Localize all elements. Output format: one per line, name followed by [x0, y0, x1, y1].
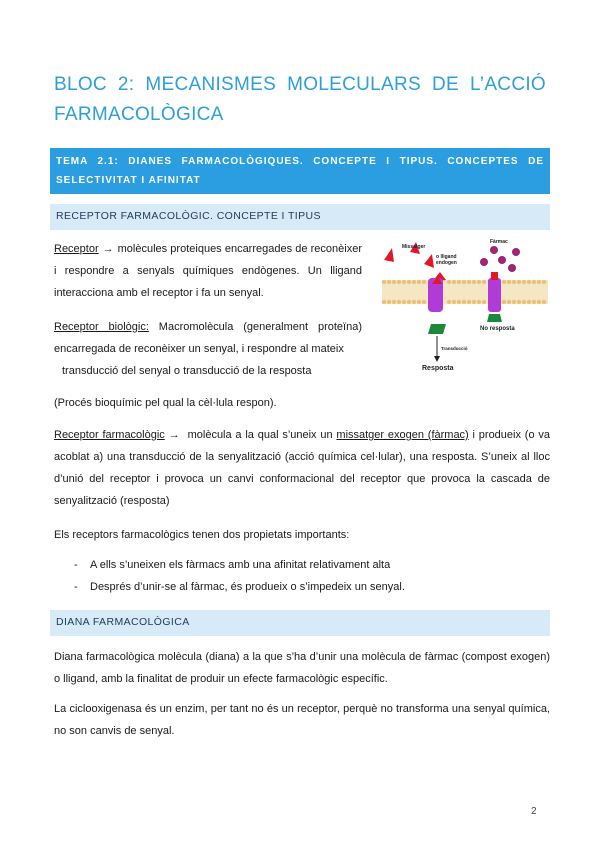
- effector-active: [428, 324, 446, 334]
- phospholipid-head: [542, 300, 546, 304]
- cell-membrane: [382, 280, 548, 304]
- phospholipid-head: [517, 300, 521, 304]
- bloc-title: BLOC 2: MECANISMES MOLECULARS DE L’ACCIÓ FARMACOLÒGICA: [54, 74, 546, 125]
- label-no-resposta: No resposta: [480, 326, 515, 332]
- phospholipid-head: [407, 300, 411, 304]
- phospholipid-head: [397, 300, 401, 304]
- biologic-term: Receptor biològic:: [54, 321, 149, 333]
- receptor-diagram: [380, 238, 550, 378]
- bullet-dash: -: [74, 559, 78, 571]
- phospholipid-head: [392, 300, 396, 304]
- pharmacological-term: Receptor farmacològic: [54, 429, 165, 441]
- list-item-text: Després d’unir-se al fàrmac, és produeix o s’impedeix un senyal.: [90, 581, 405, 593]
- phospholipid-head: [507, 300, 511, 304]
- phospholipid-head: [402, 280, 406, 284]
- drug-molecules: [480, 246, 520, 272]
- phospholipid-head: [527, 280, 531, 284]
- label-lligand-2: endogen: [436, 260, 457, 266]
- phospholipid-head: [422, 300, 426, 304]
- section-title-receptor: RECEPTOR FARMACOLÒGIC. CONCEPTE I TIPUS: [56, 210, 321, 222]
- phospholipid-head: [407, 280, 411, 284]
- arrow-icon: →: [168, 429, 180, 441]
- phospholipid-head: [542, 280, 546, 284]
- phospholipid-head: [387, 300, 391, 304]
- phospholipid-head: [412, 280, 416, 284]
- phospholipid-head: [467, 300, 471, 304]
- phospholipid-head: [382, 280, 386, 284]
- properties-intro: Els receptors farmacològics tenen dos propietats importants:: [54, 529, 350, 541]
- effector-inactive: [487, 314, 502, 322]
- tema-title: TEMA 2.1: DIANES FARMACOLÒGIQUES. CONCEPTE I TIPUS. CONCEPTES DE SELECTIVITAT I AFINITAT: [56, 156, 544, 186]
- exogenous-messenger-term: missatger exogen (fàrmac): [336, 429, 469, 441]
- section-header-diana: [50, 610, 550, 636]
- phospholipid-head: [447, 300, 451, 304]
- phospholipid-head: [477, 300, 481, 304]
- phospholipid-head: [462, 280, 466, 284]
- biologic-note: (Procés bioquímic pel qual la cèl·lula respon).: [54, 397, 277, 409]
- phospholipid-head: [507, 280, 511, 284]
- receptor-definition-text: molècules proteiques encarregades de reconèixer i respondre a senyals químiques endògenes. Un lligand interacciona amb el receptor i fa un senyal.: [54, 243, 362, 299]
- phospholipid-head: [532, 280, 536, 284]
- label-missatger: Missatger: [402, 244, 426, 250]
- phospholipid-head: [457, 300, 461, 304]
- phospholipid-head: [532, 300, 536, 304]
- phospholipid-head: [512, 280, 516, 284]
- phospholipid-head: [417, 280, 421, 284]
- phospholipid-head: [537, 300, 541, 304]
- diana-definition: Diana farmacològica molècula (diana) a la que s’ha d’unir una molècula de fàrmac (compost exogen) o lligand, amb la finalitat de produir un efecte farmacològic específic.: [54, 651, 550, 685]
- receptor-definition: [54, 238, 362, 304]
- arrow-icon: →: [102, 243, 114, 255]
- bullet-dash: -: [74, 581, 78, 593]
- receptor-blocked: [487, 272, 502, 322]
- pharmacological-def-rest: i produeix (o va acoblat a) una transducció de la senyalització (acció química cel·lular), una resposta. S’uneix al lloc d’unió del receptor i provoca un canvi conformacional del receptor que provoca la cascada de senyalització (resposta): [54, 429, 550, 507]
- section-header-receptor: [50, 204, 550, 230]
- phospholipid-head: [422, 280, 426, 284]
- biologic-receptor-definition: [54, 316, 362, 360]
- messenger-triangle: [384, 248, 394, 262]
- label-lligand-1: o lligand: [436, 254, 457, 260]
- label-resposta: Resposta: [422, 365, 454, 372]
- phospholipid-head: [522, 300, 526, 304]
- phospholipid-head: [482, 280, 486, 284]
- pharmacological-receptor-definition: [54, 424, 550, 512]
- phospholipid-head: [417, 300, 421, 304]
- phospholipid-head: [522, 280, 526, 284]
- transduction-arrow: [434, 336, 440, 362]
- tema-header-bar: [50, 148, 550, 194]
- phospholipid-head: [397, 280, 401, 284]
- cyclooxygenase-note: La ciclooxigenasa és un enzim, per tant no és un receptor, perquè no transforma una senyal química, no son canvis de senyal.: [54, 703, 550, 737]
- phospholipid-head: [382, 300, 386, 304]
- phospholipid-head: [472, 300, 476, 304]
- phospholipid-head: [457, 280, 461, 284]
- phospholipid-head: [482, 300, 486, 304]
- page-number: 2: [531, 806, 537, 817]
- phospholipid-head: [462, 300, 466, 304]
- phospholipid-head: [447, 280, 451, 284]
- phospholipid-head: [412, 300, 416, 304]
- phospholipid-head: [527, 300, 531, 304]
- biologic-continuation: transducció del senyal o transducció de la resposta: [62, 365, 312, 377]
- phospholipid-head: [512, 300, 516, 304]
- phospholipid-head: [537, 280, 541, 284]
- phospholipid-head: [402, 300, 406, 304]
- phospholipid-head: [467, 280, 471, 284]
- messenger-triangle: [424, 254, 434, 268]
- phospholipid-head: [452, 280, 456, 284]
- biologic-definition-text: Macromolècula (generalment proteïna) encarregada de reconèixer un senyal, i respondre al mateix: [54, 321, 362, 355]
- receptor-term: Receptor: [54, 243, 99, 255]
- phospholipid-head: [502, 280, 506, 284]
- phospholipid-head: [452, 300, 456, 304]
- label-transduccio: Transducció: [441, 346, 468, 351]
- list-item-text: A ells s’uneixen els fàrmacs amb una afinitat relativament alta: [90, 559, 391, 571]
- label-farmac: Fàrmac: [490, 239, 508, 245]
- phospholipid-head: [392, 280, 396, 284]
- phospholipid-head: [387, 280, 391, 284]
- phospholipid-head: [472, 280, 476, 284]
- section-title-diana: DIANA FARMACOLÒGICA: [56, 616, 190, 628]
- phospholipid-head: [477, 280, 481, 284]
- pharmacological-def-part: molècula a la qual s’uneix un: [183, 429, 337, 441]
- phospholipid-head: [517, 280, 521, 284]
- phospholipid-head: [502, 300, 506, 304]
